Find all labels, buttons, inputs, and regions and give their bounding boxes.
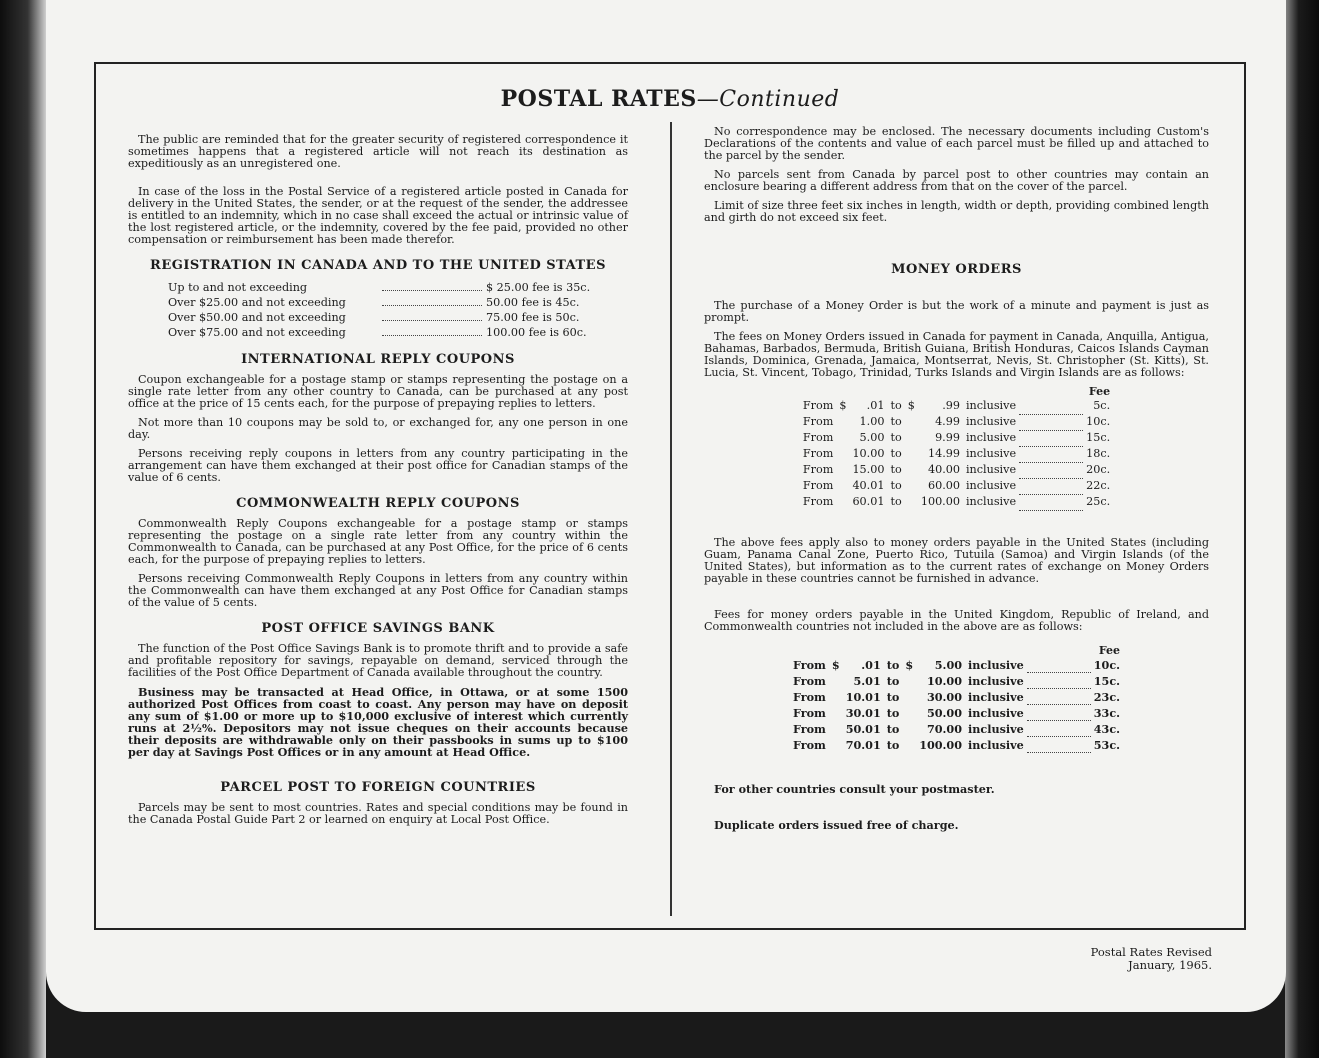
- cell: [836, 494, 849, 510]
- cell: 10.00: [926, 673, 963, 688]
- dot-leader: [1027, 705, 1091, 721]
- cell: inclusive: [968, 705, 1024, 720]
- cell: 43c.: [1093, 721, 1121, 736]
- table-row: [800, 414, 1113, 430]
- dot-leader: [1027, 673, 1091, 689]
- cell: [836, 430, 849, 446]
- paragraph: No correspondence may be enclosed. The necessary documents including Custom's Declarations of the contents and value of each parcel must be filled up and attached to the parcel by the sender.: [704, 125, 1209, 162]
- dot-leader: [382, 325, 482, 336]
- cell: 23c.: [1093, 689, 1121, 704]
- cell: inclusive: [965, 479, 1017, 492]
- cell: to: [886, 737, 900, 752]
- cell: From: [802, 447, 834, 460]
- cell: 15c.: [1086, 431, 1111, 444]
- row-amount: 100.00 fee is 60c.: [486, 326, 587, 339]
- paragraph: Persons receiving Commonwealth Reply Coupons in letters from any country within the Commonwealth can have them exchanged at any Post Office for Canadian stamps of the value of 5 cents.: [128, 572, 628, 609]
- cell: [829, 689, 843, 705]
- cell: 10c.: [1093, 657, 1121, 672]
- cell: From: [792, 705, 826, 720]
- cell: to: [886, 657, 900, 672]
- cell: inclusive: [968, 673, 1024, 688]
- cell: to: [886, 721, 900, 736]
- table-row: [790, 705, 1123, 721]
- cell: to: [890, 415, 902, 428]
- cell: [905, 414, 918, 430]
- cell: inclusive: [968, 721, 1024, 736]
- cell: 40.00: [927, 463, 960, 476]
- cell: 18c.: [1086, 447, 1111, 460]
- cell: 15.00: [852, 463, 885, 476]
- content-frame: [94, 62, 1246, 930]
- section-heading: POST OFFICE SAVINGS BANK: [261, 621, 495, 636]
- table-row: [790, 721, 1123, 737]
- cell: From: [792, 737, 826, 752]
- cell: [905, 494, 918, 510]
- cell: inclusive: [968, 737, 1024, 752]
- table-row: [790, 737, 1123, 753]
- cell: inclusive: [968, 689, 1024, 704]
- row-amount: 75.00 fee is 50c.: [486, 311, 580, 324]
- section-heading: MONEY ORDERS: [891, 262, 1022, 277]
- dot-leader: [382, 310, 482, 321]
- cell: $: [905, 657, 914, 672]
- cell: [905, 430, 918, 446]
- right-column: [704, 126, 1209, 831]
- cell: 30.00: [926, 689, 963, 704]
- cell: inclusive: [965, 447, 1017, 460]
- row-label: Over $25.00 and not exceeding: [168, 296, 346, 309]
- paragraph: The above fees apply also to money orders payable in the United States (including Guam, Panama Canal Zone, Puerto Rico, Tutuila (Samoa) and Virgin Islands (of the United States), but information as to the current rates of exchange on Money Orders payable in these countries cannot be furnished in advance.: [704, 535, 1209, 585]
- section-heading: COMMONWEALTH REPLY COUPONS: [236, 496, 520, 511]
- cell: 40.01: [852, 479, 885, 492]
- cell: From: [792, 657, 826, 672]
- cell: From: [802, 399, 834, 412]
- cell: to: [890, 479, 902, 492]
- cell: [902, 721, 916, 737]
- table-row: [790, 673, 1123, 689]
- cell: From: [802, 463, 834, 476]
- cell: 25c.: [1086, 495, 1111, 508]
- cell: to: [886, 689, 900, 704]
- cell: .01: [866, 399, 885, 412]
- note-duplicate-orders: Duplicate orders issued free of charge.: [714, 818, 959, 832]
- cell: 50.00: [926, 705, 963, 720]
- cell: 30.01: [845, 705, 881, 720]
- cell: 100.00: [919, 737, 963, 752]
- cell: [829, 721, 843, 737]
- dot-leader: [1019, 414, 1083, 430]
- cell: [829, 737, 843, 753]
- footer-line: Postal Rates Revised: [1090, 945, 1212, 959]
- dot-leader: [1019, 398, 1083, 414]
- cell: 70.01: [845, 737, 881, 752]
- registration-fee-list: [128, 280, 628, 340]
- cell: 100.00: [920, 495, 960, 508]
- dot-leader: [1019, 462, 1083, 478]
- title-continued: —Continued: [696, 87, 840, 112]
- cell: 9.99: [935, 431, 960, 444]
- paragraph: Not more than 10 coupons may be sold to, or exchanged for, any one person in one day.: [128, 416, 628, 441]
- dot-leader: [1019, 494, 1083, 510]
- table-row: [800, 430, 1113, 446]
- cell: [905, 478, 918, 494]
- cell: inclusive: [965, 399, 1017, 412]
- row-label: Over $50.00 and not exceeding: [168, 311, 346, 324]
- cell: 53c.: [1093, 737, 1121, 752]
- cell: 5.01: [853, 673, 881, 688]
- cell: From: [792, 721, 826, 736]
- row-amount: 50.00 fee is 45c.: [486, 296, 580, 309]
- cell: .99: [942, 399, 960, 412]
- column-divider: [670, 122, 672, 916]
- cell: From: [802, 479, 834, 492]
- binding-left-edge: [0, 0, 46, 1058]
- cell: to: [890, 399, 902, 412]
- cell: 14.99: [927, 447, 960, 460]
- table-row: [790, 657, 1123, 673]
- dot-leader: [382, 280, 482, 291]
- cell: [902, 673, 916, 689]
- cell: to: [890, 431, 902, 444]
- cell: [836, 414, 849, 430]
- cell: [902, 689, 916, 705]
- cell: 22c.: [1086, 479, 1111, 492]
- cell: [836, 462, 849, 478]
- cell: 5.00: [934, 657, 963, 672]
- paragraph: In case of the loss in the Postal Service of a registered article posted in Canada for delivery in the United States, the sender, or at the request of the sender, the addressee is entitled to an indemnity, which in no case shall exceed the actual or intrinsic value of the lost registered article, or the indemnity, covered by the fee paid, provided no other compensation or reimbursement has been made therefor.: [128, 185, 628, 246]
- cell: 4.99: [935, 415, 960, 428]
- cell: inclusive: [965, 495, 1017, 508]
- cell: From: [792, 673, 826, 688]
- dot-leader: [1027, 737, 1091, 753]
- section-heading: REGISTRATION IN CANADA AND TO THE UNITED STATES: [150, 258, 606, 273]
- revision-footer: [1091, 946, 1212, 972]
- cell: [902, 737, 916, 753]
- table-row: [790, 689, 1123, 705]
- cell: [829, 705, 843, 721]
- row-label: Over $75.00 and not exceeding: [168, 326, 346, 339]
- cell: 10c.: [1086, 415, 1111, 428]
- dot-leader: [1019, 446, 1083, 462]
- table-row: [800, 398, 1113, 414]
- cell: to: [886, 673, 900, 688]
- cell: 60.01: [852, 495, 885, 508]
- cell: 60.00: [927, 479, 960, 492]
- paragraph: Commonwealth Reply Coupons exchangeable for a postage stamp or stamps representing the postage on a single rate letter from any country within the Commonwealth to Canada, can be purchased at any Post Office, for the price of 6 cents each, for the purpose of prepaying replies to letters.: [128, 517, 628, 566]
- cell: $: [839, 399, 847, 412]
- section-heading: INTERNATIONAL REPLY COUPONS: [241, 352, 515, 367]
- list-item: [128, 280, 628, 295]
- paragraph: Coupon exchangeable for a postage stamp or stamps representing the postage on a single rate letter from any other country to Canada, can be purchased at any post office at the price of 15 cents each, for the purpose of prepaying replies to letters.: [128, 373, 628, 410]
- dot-leader: [1019, 430, 1083, 446]
- table-header-row: [790, 645, 1123, 657]
- note-other-countries: For other countries consult your postmaster.: [714, 782, 995, 796]
- row-label: Up to and not exceeding: [168, 281, 308, 294]
- cell: [905, 462, 918, 478]
- cell: [836, 446, 849, 462]
- cell: .01: [861, 657, 881, 672]
- fee-column-header: Fee: [1088, 385, 1111, 398]
- document-page: [46, 0, 1286, 1012]
- cell: to: [886, 705, 900, 720]
- commonwealth-fee-table: [790, 645, 1123, 754]
- cell: [829, 673, 843, 689]
- dot-leader: [1027, 689, 1091, 705]
- cell: 15c.: [1093, 673, 1121, 688]
- cell: inclusive: [965, 431, 1017, 444]
- paragraph: The function of the Post Office Savings Bank is to promote thrift and to provide a safe and profitable repository for savings, repayable on demand, serviced through the facilities of the Post Office Department of Canada available throughout the country.: [128, 642, 628, 679]
- table-header-row: [800, 386, 1113, 398]
- cell: inclusive: [968, 657, 1024, 672]
- cell: 5.00: [859, 431, 885, 444]
- section-heading: PARCEL POST TO FOREIGN COUNTRIES: [220, 780, 536, 795]
- list-item: [128, 295, 628, 310]
- cell: to: [890, 495, 902, 508]
- cell: $: [907, 399, 915, 412]
- cell: inclusive: [965, 463, 1017, 476]
- cell: From: [802, 431, 834, 444]
- paragraph: The purchase of a Money Order is but the work of a minute and payment is just as prompt.: [704, 299, 1209, 324]
- table-row: [800, 446, 1113, 462]
- cell: 10.00: [852, 447, 885, 460]
- paragraph: Fees for money orders payable in the United Kingdom, Republic of Ireland, and Commonwealth countries not included in the above are as follows:: [704, 607, 1209, 633]
- cell: From: [802, 415, 834, 428]
- page-title: [96, 86, 1244, 112]
- cell: to: [890, 447, 902, 460]
- title-main: POSTAL RATES: [500, 86, 697, 112]
- dot-leader: [1027, 657, 1091, 673]
- paragraph: Parcels may be sent to most countries. Rates and special conditions may be found in the Canada Postal Guide Part 2 or learned on enquiry at Local Post Office.: [128, 801, 628, 826]
- cell: [905, 446, 918, 462]
- dot-leader: [1027, 721, 1091, 737]
- cell: 1.00: [859, 415, 885, 428]
- cell: 10.01: [845, 689, 881, 704]
- table-row: [800, 478, 1113, 494]
- binding-right-edge: [1285, 0, 1319, 1058]
- left-column: [128, 134, 628, 833]
- paragraph: Business may be transacted at Head Office, in Ottawa, or at some 1500 authorized Post Offices from coast to coast. Any person may have on deposit any sum of $1.00 or more up to $10,000 exclusive of interest which currently runs at 2½%. Depositors may not issue cheques on their accounts because their deposits are withdrawable only on their passbooks in sums up to $100 per day at Savings Post Offices or in any amount at Head Office.: [128, 685, 628, 759]
- money-order-fee-table: [800, 386, 1113, 511]
- cell: 70.00: [926, 721, 963, 736]
- cell: 33c.: [1093, 705, 1121, 720]
- footer-line: January, 1965.: [1128, 958, 1212, 972]
- paragraph: The public are reminded that for the greater security of registered correspondence it sometimes happens that a registered article will not reach its destination as expeditiously as an unregistered one.: [128, 133, 628, 170]
- row-amount: $ 25.00 fee is 35c.: [486, 281, 591, 294]
- cell: From: [792, 689, 826, 704]
- cell: 5c.: [1093, 399, 1111, 412]
- cell: inclusive: [965, 415, 1017, 428]
- cell: 50.01: [845, 721, 881, 736]
- list-item: [128, 325, 628, 340]
- paragraph: The fees on Money Orders issued in Canada for payment in Canada, Anquilla, Antigua, Bahamas, Barbados, Bermuda, British Guiana, British Honduras, Caicos Islands Cayman Islands, Dominica, Grenada, Jamaica, Montserrat, Nevis, St. Christopher (St. Kitts), St. Lucia, St. Vincent, Tobago, Trinidad, Turks Islands and Virgin Islands are as follows:: [704, 330, 1209, 379]
- cell: [902, 705, 916, 721]
- paragraph: No parcels sent from Canada by parcel post to other countries may contain an enclosure bearing a different address from that on the cover of the parcel.: [704, 168, 1209, 193]
- table-row: [800, 462, 1113, 478]
- cell: From: [802, 495, 834, 508]
- table-row: [800, 494, 1113, 510]
- paragraph: Persons receiving reply coupons in letters from any country participating in the arrangement can have them exchanged at their post office for Canadian stamps of the value of 6 cents.: [128, 447, 628, 484]
- cell: $: [831, 657, 840, 672]
- cell: 20c.: [1086, 463, 1111, 476]
- dot-leader: [382, 295, 482, 306]
- fee-column-header: Fee: [1098, 643, 1121, 657]
- cell: to: [890, 463, 902, 476]
- dot-leader: [1019, 478, 1083, 494]
- list-item: [128, 310, 628, 325]
- cell: [836, 478, 849, 494]
- paragraph: Limit of size three feet six inches in length, width or depth, providing combined length and girth do not exceed six feet.: [704, 199, 1209, 224]
